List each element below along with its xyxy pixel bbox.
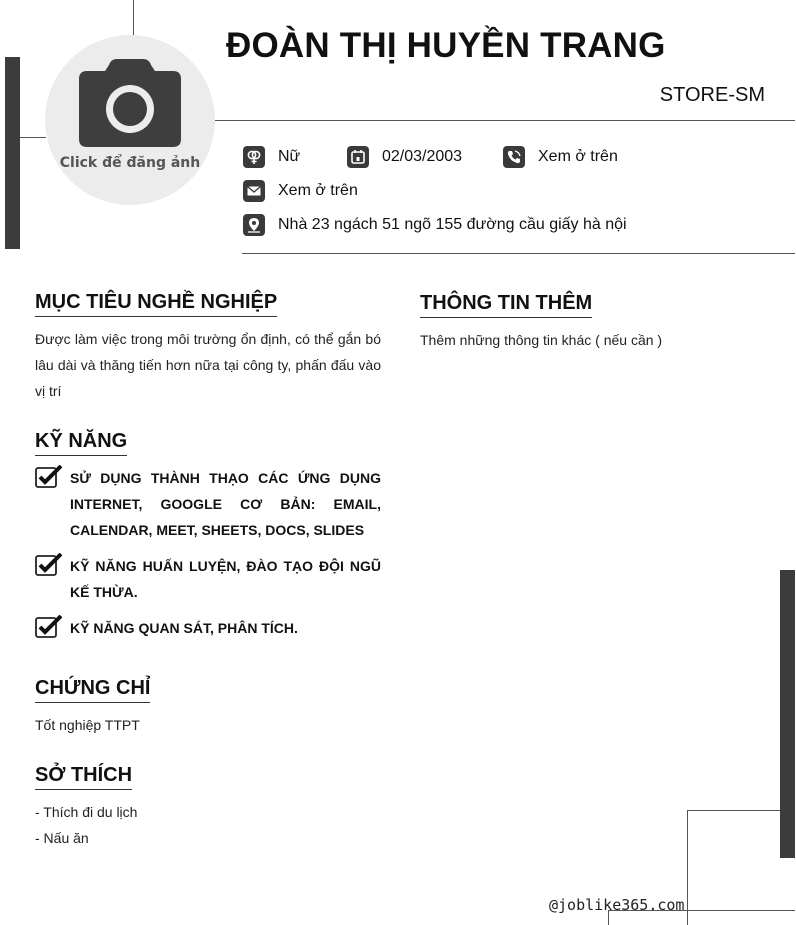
divider [687,810,688,925]
header-divider [215,120,795,121]
phone-value: Xem ở trên [538,148,618,165]
skill-item [35,465,381,543]
skill-item [35,553,381,605]
skill-text: SỬ DỤNG THÀNH THẠO CÁC ỨNG DỤNG INTERNET, GOOGLE CƠ BẢN: EMAIL, CALENDAR, MEET, SHEETS, DOCS, SLIDES [70,470,381,538]
email-row [243,180,358,202]
objective-section [35,291,381,404]
birthdate-value: 02/03/2003 [382,148,463,165]
gender-value: Nữ [278,148,301,165]
skills-section [35,430,381,641]
extra-info-text: Thêm những thông tin khác ( nếu cần ) [420,332,663,348]
divider [20,137,46,138]
left-accent-bar [5,57,20,249]
certificates-text: Tốt nghiệp TTPT [35,717,140,733]
contact-divider [242,253,795,254]
objective-text: Được làm việc trong môi trường ổn định, có thể gắn bó lâu dài và thăng tiến hơn nữa tại công ty, phấn đấu vào vị trí [35,331,381,399]
gender-row [243,146,300,168]
address-row [243,214,627,236]
extra-info-section [420,292,760,353]
gender-icon [243,146,265,168]
checkbox-icon [35,615,63,639]
divider [687,810,780,811]
skill-text: KỸ NĂNG HUẤN LUYỆN, ĐÀO TẠO ĐỘI NGŨ KẾ THỪA. [70,558,381,600]
candidate-position: STORE-SM [659,84,765,106]
email-value: Xem ở trên [278,182,358,199]
phone-row [503,146,618,168]
checkbox-icon [35,465,63,489]
photo-caption: Click để đăng ảnh [59,155,201,171]
checkbox-icon [35,553,63,577]
certificates-title: CHỨNG CHỈ [35,677,150,703]
extra-info-title: THÔNG TIN THÊM [420,292,592,318]
address-value: Nhà 23 ngách 51 ngõ 155 đường cầu giấy hà nội [278,216,627,233]
objective-title: MỤC TIÊU NGHỀ NGHIỆP [35,291,277,317]
skill-item [35,615,381,641]
skill-text: KỸ NĂNG QUAN SÁT, PHÂN TÍCH. [70,620,298,636]
calendar-icon [347,146,369,168]
hobby-item: - Nấu ăn [35,830,89,846]
profile-photo-upload[interactable] [45,35,215,205]
envelope-icon [243,180,265,202]
right-accent-bar [780,570,795,858]
map-pin-icon [243,214,265,236]
hobby-item: - Thích đi du lịch [35,804,138,820]
camera-icon [79,59,181,149]
birthdate-row [347,146,462,168]
watermark: @joblike365.com [549,896,685,914]
certificates-section [35,677,381,738]
phone-icon [503,146,525,168]
hobbies-section [35,764,381,851]
skills-title: KỸ NĂNG [35,430,127,456]
candidate-name: ĐOÀN THỊ HUYỀN TRANG [226,26,666,65]
hobbies-title: SỞ THÍCH [35,764,132,790]
divider [133,0,134,36]
